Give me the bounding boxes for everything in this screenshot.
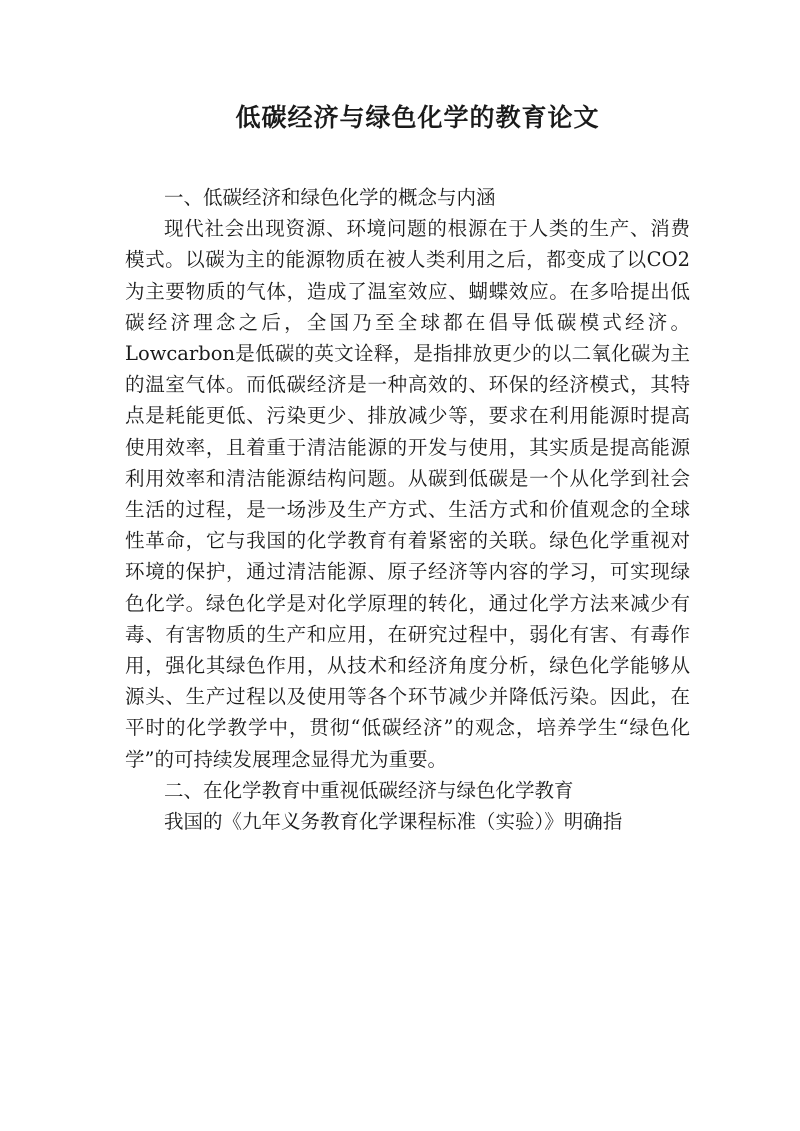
- body-paragraph-2: 我国的《九年义务教育化学课程标准（实验）》明确指: [164, 810, 623, 834]
- body-paragraph-1: 现代社会出现资源、环境问题的根源在于人类的生产、消费模式。以碳为主的能源物质在被人类利用之后，都变成了以CO2为主要物质的气体，造成了温室效应、蝴蝶效应。在多哈提出低碳经济理念之后，全国乃至全球都在倡导低碳模式经济。Lowcarbon是低碳的英文诠释，是指排放更少的以二氧化碳为主的温室气体。而低碳经济是一种高效的、环保的经济模式，其特点是耗能更低、污染更少、排放减少等，要求在利用能源时提高使用效率，且着重于清洁能源的开发与使用，其实质是提高能源利用效率和清洁能源结构问题。从碳到低碳是一个从化学到社会生活的过程，是一场涉及生产方式、生活方式和价值观念的全球性革命，它与我国的化学教育有着紧密的关联。绿色化学重视对环境的保护，通过清洁能源、原子经济等内容的学习，可实现绿色化学。绿色化学是对化学原理的转化，通过化学方法来减少有毒、有害物质的生产和应用，在研究过程中，弱化有害、有毒作用，强化其绿色作用，从技术和经济角度分析，绿色化学能够从源头、生产过程以及使用等各个环节减少并降低污染。因此，在平时的化学教学中，贯彻“低碳经济”的观念，培养学生“绿色化学”的可持续发展理念显得尤为重要。: [125, 217, 690, 771]
- section-heading-1: 一、低碳经济和绿色化学的概念与内涵: [164, 186, 496, 209]
- section-heading-2: 二、在化学教育中重视低碳经济与绿色化学教育: [164, 778, 574, 802]
- document-body: [125, 182, 690, 837]
- document-title: 低碳经济与绿色化学的教育论文: [235, 103, 600, 132]
